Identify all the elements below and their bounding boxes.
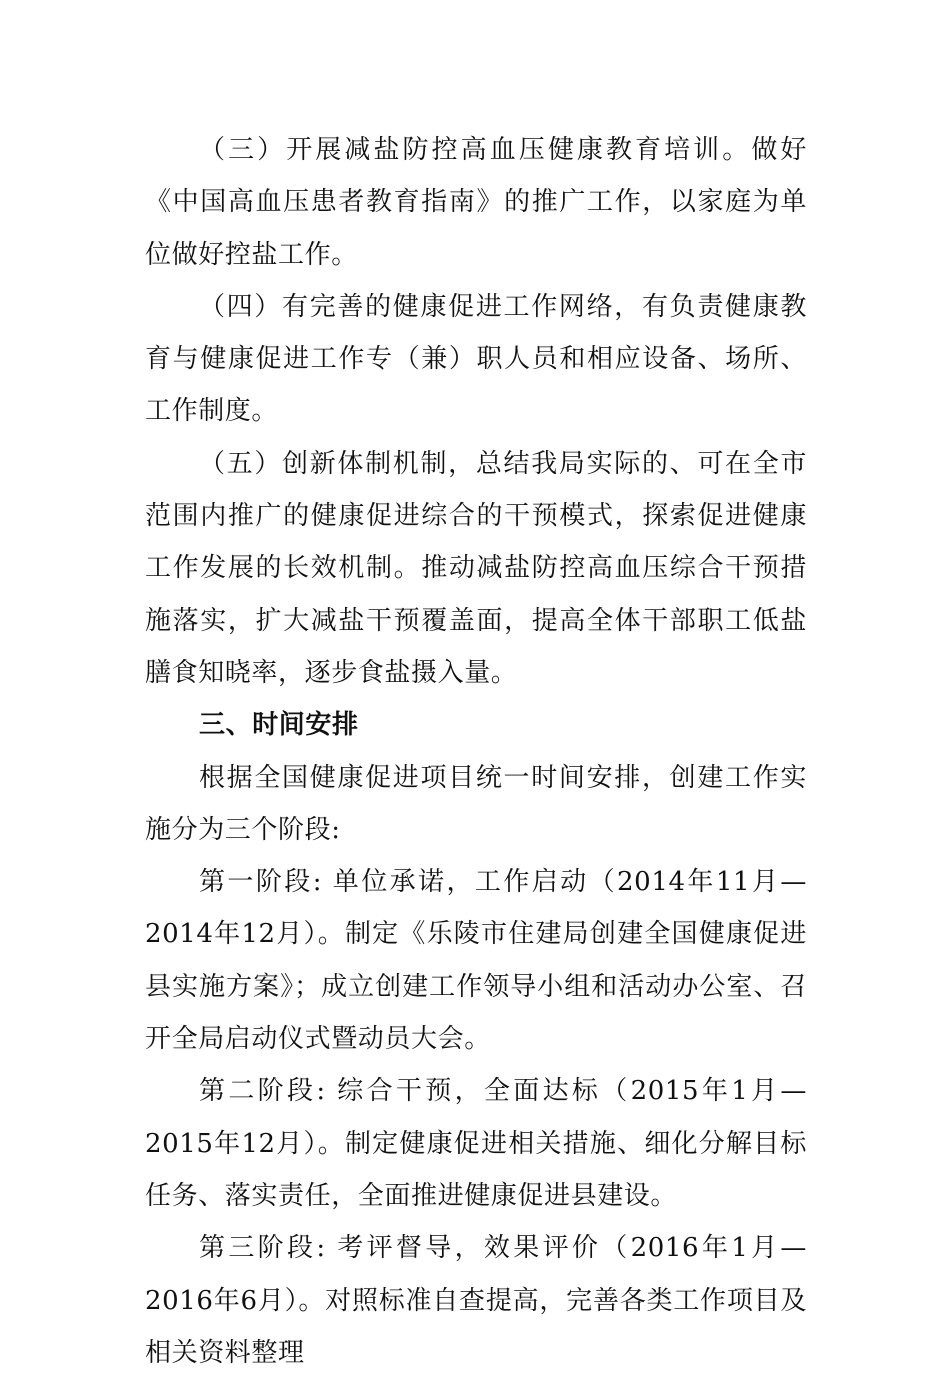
document-body xyxy=(145,124,807,1379)
paragraph-item-3: （三）开展减盐防控高血压健康教育培训。做好《中国高血压患者教育指南》的推广工作，以家庭为单位做好控盐工作。 xyxy=(145,135,807,270)
schedule-stage-1: 第一阶段: 单位承诺，工作启动（2014年11月—2014年12月）。制定《乐陵市住建局创建全国健康促进县实施方案》；成立创建工作领导小组和活动办公室、召开全局启动仪式暨动员大会。 xyxy=(145,867,807,1055)
paragraph-item-4: （四）有完善的健康促进工作网络，有负责健康教育与健康促进工作专（兼）职人员和相应设备、场所、工作制度。 xyxy=(145,291,807,427)
schedule-intro: 根据全国健康促进项目统一时间安排，创建工作实施分为三个阶段: xyxy=(145,762,807,845)
schedule-stage-2: 第二阶段: 综合干预，全面达标（2015年1月—2015年12月）。制定健康促进相关措施、细化分解目标任务、落实责任，全面推进健康促进县建设。 xyxy=(145,1076,807,1211)
section-heading: 三、时间安排 xyxy=(199,710,359,741)
schedule-stage-3: 第三阶段: 考评督导，效果评价（2016年1月—2016年6月）。对照标准自查提高，完善各类工作项目及相关资料整理 xyxy=(145,1233,807,1368)
paragraph-item-5: （五）创新体制机制，总结我局实际的、可在全市范围内推广的健康促进综合的干预模式，探索促进健康工作发展的长效机制。推动减盐防控高血压综合干预措施落实，扩大减盐干预覆盖面，提高全体干部职工低盐膳食知晓率，逐步食盐摄入量。 xyxy=(145,448,807,688)
